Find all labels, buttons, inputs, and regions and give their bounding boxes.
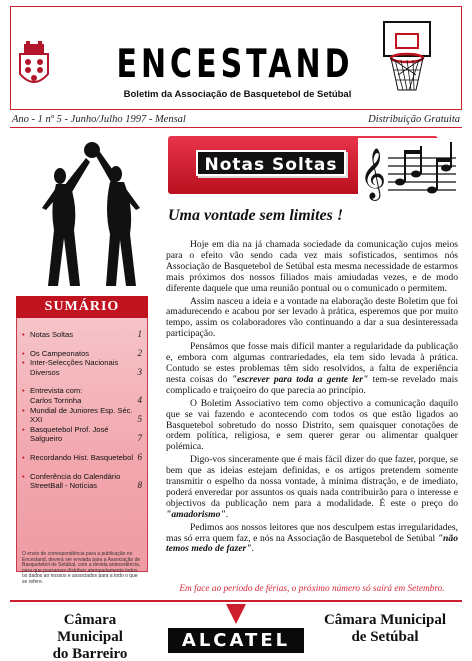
paragraph: Pensámos que fosse mais difícil manter a regularidade da publicação e, embora com algumas contrariedades, ela tem sido levada à prática. Contudo se estes problemas têm sido resolvidos, a falta de experiência nesta coisas do "escrever para toda a gente ler" tem-se revelado mais complicado e traiçoeiro do que parecia ao princípio. <box>166 341 458 396</box>
bullet-icon: • <box>22 424 25 434</box>
footer-note: Em face ao período de férias, o próximo número só sairá em Setembro. <box>179 584 445 594</box>
newsletter-subtitle: Boletim da Associação de Basquetebol de Setúbal <box>123 89 352 100</box>
toc-entry[interactable]: • Os Campeonatos 2 • Inter-Selecções Nacionais Diversos 3 <box>22 347 142 377</box>
footer-divider <box>10 600 462 602</box>
bullet-icon: • <box>22 358 25 368</box>
toc-entry[interactable]: • Recordando Hist. Basquetebol 6 <box>22 451 142 462</box>
basketball-hoop-icon <box>378 20 436 100</box>
article-headline: Uma vontade sem limites ! <box>168 207 344 224</box>
bullet-icon: • <box>22 405 25 415</box>
music-notes-icon <box>358 138 458 208</box>
summary-title: SUMÁRIO <box>16 296 148 318</box>
issue-info: Ano - 1 nº 5 - Junho/Julho 1997 - Mensal <box>12 114 186 125</box>
section-title: Notas Soltas <box>196 150 346 176</box>
paragraph: Pedimos aos nossos leitores que nos desculpem estas irregularidades, mas só erra quem faz, e nós na Associação de Basquetebol de Setúbal "não temos medo de fazer". <box>166 521 458 555</box>
toc-entry[interactable]: • Conferência do Calendário StreetBall - Notícias 8 <box>22 471 142 491</box>
basketball-players-illustration <box>20 138 160 288</box>
newsletter-title: ENCESTAND <box>116 42 354 88</box>
alcatel-logo-triangle-icon <box>226 604 246 624</box>
sponsor-setubal: Câmara Municipal de Setúbal <box>323 612 447 645</box>
paragraph: O Boletim Associativo tem como objectivo a comunicação daquilo que se vai fazendo e acontecendo com todos os que estão ligados ao Basquetebol sobretudo do nosso Distrito, sem quaisquer conotações de ordem política, religiosa, e sem querer gerar ou alimentar qualquer polémica. <box>166 397 458 453</box>
toc-entry[interactable]: • Notas Soltas 1 <box>22 329 142 339</box>
emphasis: "amadorismo" <box>166 508 226 520</box>
paragraph: Hoje em dia na já chamada sociedade da comunicação cujos meios para o efeito vão sendo cada vez mais sofisticados, sentimos nós Associação de Basquetebol de Setúbal esta mesma necessidade de estarmos mais próximos dos nossos filiados mais amiudadas vezes, e de modo diferente daquele que uma reunião pontual ou o comunicado o permitem. <box>166 239 458 294</box>
article-body <box>166 240 458 557</box>
bullet-icon: • <box>22 330 25 339</box>
sidebar-note: O envio de correspondência para a publicação no Encestand, deverá ser enviada para a Associação de Basquetebol de Setúbal, com a devida antecedência, para que possamos distribuir atempadamente todos os dados ao nossos e associados para a todo o que se refere. <box>22 551 141 585</box>
crest-icon <box>14 40 54 92</box>
paragraph: Digo-vos sinceramente que é mais fácil dizer do que fazer, porque, se bem que as ideias estejam definidas, e os artigos pretendem somente transmitir o espelho da nossa vontade, à mínima distração, e de imediato, poderá enveredar por assuntos os quais nada contribuirão para o interesse e objectivos da publicação nem para a modalidade. É este o preço do "amadorismo". <box>166 454 458 520</box>
bullet-icon: • <box>22 348 25 358</box>
toc-entry[interactable]: • Entrevista com: Carlos Torrinha 4 • Mundial de Juniores Esp. Séc. XXI 5 • Basquetebol Prof. José Salgueiro 7 <box>22 386 142 444</box>
sponsor-alcatel-logo: ALCATEL <box>168 628 304 653</box>
emphasis: "escrever para toda a gente ler" <box>231 373 369 385</box>
svg-text:𝄞: 𝄞 <box>360 148 387 199</box>
table-of-contents <box>22 330 142 500</box>
paragraph: Assim nasceu a ideia e a vontade na elaboração deste Boletim que foi amadurecendo e acabou por ser levado à prática, esperemos que por muito tempo, assim os colaboradores vão continuando a dar a sua desinteressada participação. <box>166 295 458 340</box>
sponsor-barreiro: Câmara Municipal do Barreiro <box>52 612 128 661</box>
bullet-icon: • <box>22 386 25 396</box>
emphasis: "não temos medo de fazer" <box>166 532 458 555</box>
distribution-label: Distribuição Gratuita <box>368 114 460 125</box>
bullet-icon: • <box>22 452 25 462</box>
bullet-icon: • <box>22 471 25 481</box>
issue-bar <box>10 114 462 128</box>
